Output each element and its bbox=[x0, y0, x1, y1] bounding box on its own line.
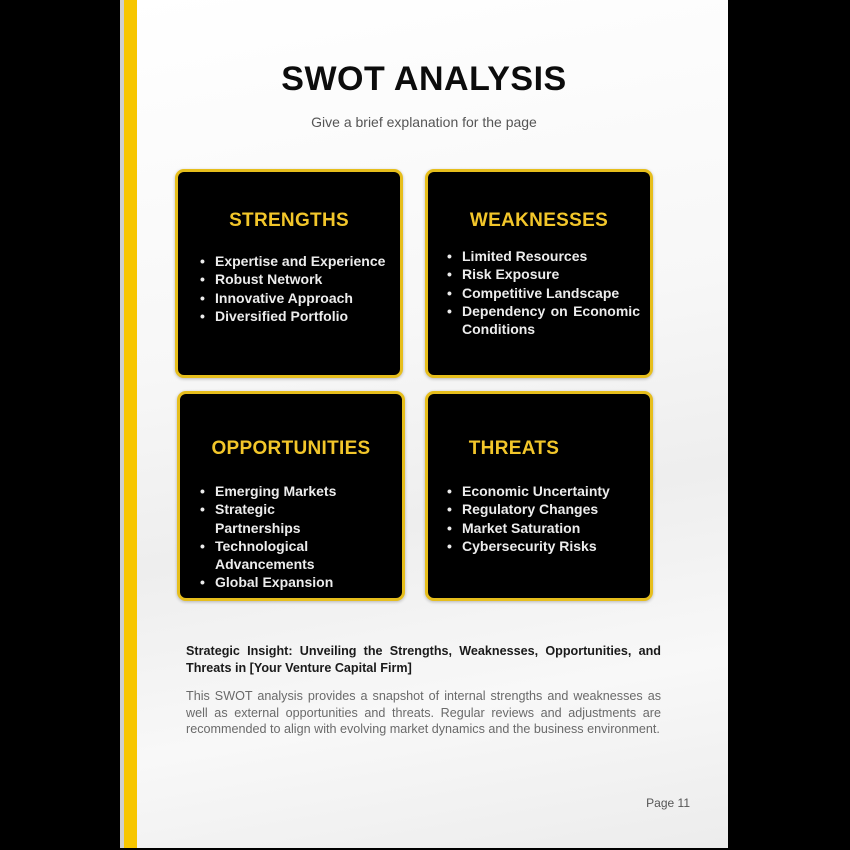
page-number: Page 11 bbox=[646, 796, 690, 810]
list-item: • Expertise and Experience bbox=[200, 252, 390, 270]
insight-paragraph: This SWOT analysis provides a snapshot of internal strengths and weaknesses as well as external opportunities and threats. Regular reviews and adjustments are recommended to align with evolving market dynamics and the business environment. bbox=[186, 689, 661, 736]
list-item: • Limited Resources bbox=[447, 247, 640, 265]
list-item: • Dependency on Economic Conditions bbox=[447, 302, 640, 339]
list-item: • Risk Exposure bbox=[447, 265, 640, 283]
weaknesses-heading: WEAKNESSES bbox=[469, 210, 609, 231]
list-item: • Competitive Landscape bbox=[447, 284, 640, 302]
list-item: • Cybersecurity Risks bbox=[447, 537, 640, 555]
list-item: • Robust Network bbox=[200, 270, 390, 288]
list-item: • Global Expansion bbox=[200, 573, 354, 591]
strengths-card bbox=[175, 169, 403, 378]
weaknesses-card bbox=[425, 169, 653, 378]
list-item: • Economic Uncertainty bbox=[447, 482, 640, 500]
strengths-list bbox=[200, 252, 390, 325]
list-item: • Market Saturation bbox=[447, 519, 640, 537]
page-title: SWOT ANALYSIS bbox=[281, 60, 567, 98]
page-subtitle: Give a brief explanation for the page bbox=[311, 114, 537, 130]
list-item: • Emerging Markets bbox=[200, 482, 354, 500]
list-item: • Diversified Portfolio bbox=[200, 307, 390, 325]
list-item: • Technological Advancements bbox=[200, 537, 354, 574]
list-item: • Regulatory Changes bbox=[447, 500, 640, 518]
list-item: • Innovative Approach bbox=[200, 289, 390, 307]
document-page bbox=[120, 0, 728, 848]
threats-card bbox=[425, 391, 653, 601]
strengths-heading: STRENGTHS bbox=[229, 210, 349, 231]
insight-heading: Strategic Insight: Unveiling the Strengths, Weaknesses, Opportunities, and Threats in [Your Venture Capital Firm] bbox=[186, 644, 661, 675]
opportunities-heading: OPPORTUNITIES bbox=[211, 438, 371, 459]
opportunities-card bbox=[177, 391, 405, 601]
threats-list bbox=[447, 482, 640, 555]
list-item: • Strategic Partnerships bbox=[200, 500, 354, 537]
weaknesses-list bbox=[447, 247, 640, 338]
threats-heading: THREATS bbox=[468, 438, 560, 459]
opportunities-list bbox=[200, 482, 354, 592]
